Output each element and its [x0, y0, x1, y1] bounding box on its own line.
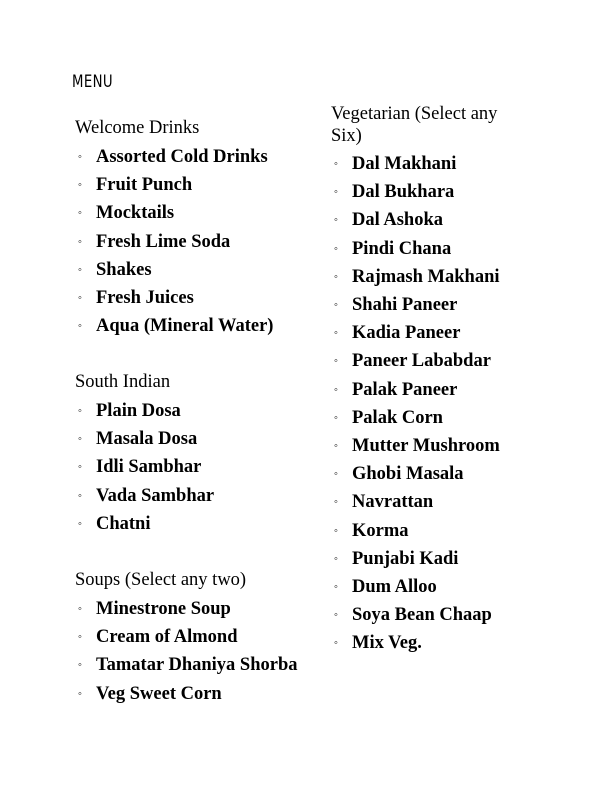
bullet-icon: ◦: [78, 517, 82, 530]
bullet-icon: ◦: [334, 468, 338, 481]
list-item: ◦ Dum Alloo: [331, 573, 500, 601]
vegetarian-section: [331, 103, 500, 658]
list-item: ◦ Pindi Chana: [331, 235, 500, 263]
list-item: ◦ Dal Bukhara: [331, 178, 500, 206]
bullet-icon: ◦: [334, 299, 338, 312]
bullet-icon: ◦: [78, 631, 82, 644]
bullet-icon: ◦: [78, 292, 82, 305]
list-item: ◦ Plain Dosa: [75, 397, 214, 425]
list-item: ◦ Mocktails: [75, 199, 273, 227]
list-item: ◦ Kadia Paneer: [331, 319, 500, 347]
bullet-icon: ◦: [334, 524, 338, 537]
list-item: ◦ Palak Paneer: [331, 376, 500, 404]
bullet-icon: ◦: [334, 355, 338, 368]
bullet-icon: ◦: [78, 405, 82, 417]
bullet-icon: ◦: [334, 552, 338, 565]
section-heading-vegetarian-line2: Six): [331, 126, 362, 146]
bullet-icon: ◦: [78, 687, 82, 700]
bullet-icon: ◦: [334, 242, 338, 255]
section-heading-south-indian: South Indian: [75, 372, 171, 392]
list-item: ◦ Punjabi Kadi: [331, 545, 500, 573]
bullet-icon: ◦: [334, 637, 338, 650]
bullet-icon: ◦: [78, 489, 82, 502]
list-item: ◦ Ghobi Masala: [331, 460, 500, 488]
section-heading-vegetarian: [331, 103, 500, 147]
bullet-icon: ◦: [334, 581, 338, 594]
south-indian-section: [75, 371, 214, 538]
bullet-icon: ◦: [78, 659, 82, 672]
bullet-icon: ◦: [78, 263, 82, 276]
bullet-icon: ◦: [78, 207, 82, 220]
list-item: ◦ Idli Sambhar: [75, 453, 214, 481]
section-heading-welcome-drinks: Welcome Drinks: [75, 118, 200, 138]
list-item: ◦ Dal Makhani: [331, 150, 500, 178]
list-item: ◦ Aqua (Mineral Water): [75, 312, 273, 340]
list-item: ◦ Korma: [331, 517, 500, 545]
soups-list: [75, 595, 298, 708]
bullet-icon: ◦: [334, 609, 338, 622]
page-title: MENU: [72, 72, 114, 92]
soups-section: [75, 569, 298, 708]
list-item: ◦ Chatni: [75, 510, 214, 538]
welcome-drinks-section: [75, 117, 273, 340]
welcome-drinks-list: [75, 143, 273, 340]
list-item: ◦ Navrattan: [331, 488, 500, 516]
list-item: ◦ Cream of Almond: [75, 623, 298, 651]
bullet-icon: ◦: [78, 433, 82, 446]
list-item: ◦ Fresh Lime Soda: [75, 228, 273, 256]
bullet-icon: ◦: [334, 186, 338, 199]
bullet-icon: ◦: [334, 496, 338, 509]
section-heading-vegetarian-line1: Vegetarian (Select any: [331, 104, 498, 124]
bullet-icon: ◦: [78, 151, 82, 163]
bullet-icon: ◦: [334, 158, 338, 170]
south-indian-list: [75, 397, 214, 538]
list-item: ◦ Rajmash Makhani: [331, 263, 500, 291]
bullet-icon: ◦: [78, 179, 82, 192]
bullet-icon: ◦: [78, 603, 82, 615]
list-item: ◦ Soya Bean Chaap: [331, 601, 500, 629]
list-item: ◦ Masala Dosa: [75, 425, 214, 453]
list-item: ◦ Veg Sweet Corn: [75, 680, 298, 708]
bullet-icon: ◦: [78, 235, 82, 248]
list-item: ◦ Paneer Lababdar: [331, 347, 500, 375]
list-item: ◦ Dal Ashoka: [331, 206, 500, 234]
list-item: ◦ Palak Corn: [331, 404, 500, 432]
bullet-icon: ◦: [334, 383, 338, 396]
bullet-icon: ◦: [334, 440, 338, 453]
section-heading-soups: Soups (Select any two): [75, 570, 247, 590]
list-item: ◦ Mutter Mushroom: [331, 432, 500, 460]
bullet-icon: ◦: [334, 327, 338, 340]
vegetarian-list: [331, 150, 500, 658]
list-item: ◦ Mix Veg.: [331, 629, 500, 657]
bullet-icon: ◦: [78, 320, 82, 333]
bullet-icon: ◦: [334, 270, 338, 283]
bullet-icon: ◦: [334, 214, 338, 227]
list-item: ◦ Assorted Cold Drinks: [75, 143, 273, 171]
list-item: ◦ Vada Sambhar: [75, 482, 214, 510]
list-item: ◦ Tamatar Dhaniya Shorba: [75, 651, 298, 679]
list-item: ◦ Fruit Punch: [75, 171, 273, 199]
bullet-icon: ◦: [334, 411, 338, 424]
list-item: ◦ Shakes: [75, 256, 273, 284]
list-item: ◦ Minestrone Soup: [75, 595, 298, 623]
list-item: ◦ Shahi Paneer: [331, 291, 500, 319]
list-item: ◦ Fresh Juices: [75, 284, 273, 312]
bullet-icon: ◦: [78, 461, 82, 474]
